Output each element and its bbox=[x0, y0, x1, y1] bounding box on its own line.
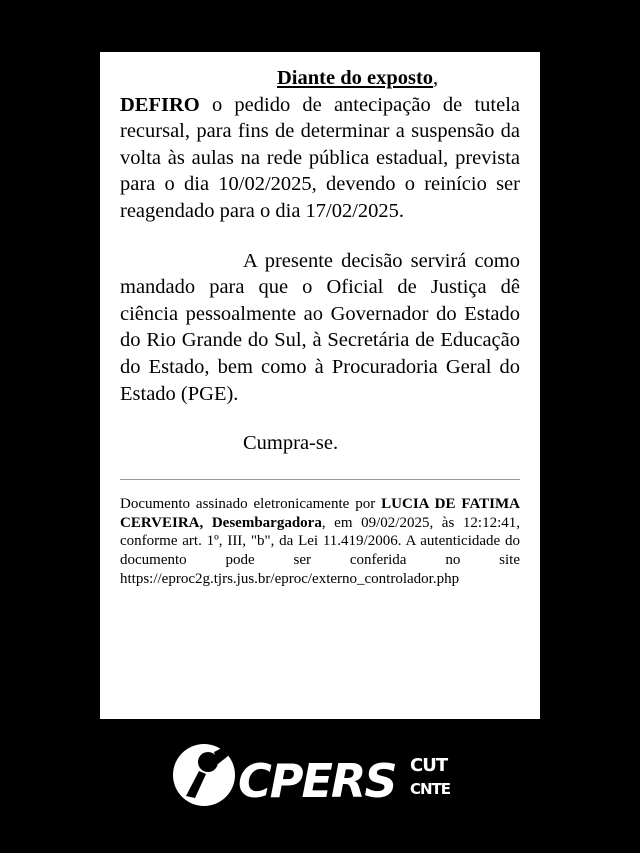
decision-keyword: DEFIRO bbox=[120, 93, 200, 116]
document-page bbox=[100, 52, 540, 719]
closing-phrase: Cumpra-se. bbox=[243, 432, 339, 455]
signer-name: LUCIA DE FATIMA CERVEIRA, Desembargadora bbox=[120, 495, 520, 531]
paragraph-mandate: A presente decisão servirá como mandado para que o Oficial de Justiça dê ciência pessoalmente ao Governador do Estado do Rio Grande do Sul, à Secretária de Educação do Estado, bem como à Procuradoria Geral do Estado (PGE). bbox=[120, 249, 520, 405]
lead-comma: , bbox=[433, 67, 439, 89]
logo-badge-cut: CUT bbox=[410, 755, 448, 776]
cpers-logo bbox=[170, 738, 470, 818]
electronic-signature-note bbox=[120, 495, 520, 589]
decision-text: o pedido de antecipação de tutela recursal, para fins de determinar a suspensão da volta às aulas na rede pública estadual, prevista para o dia 10/02/2025, devendo o reinício ser reagendado para o dia 17/02/2025. bbox=[120, 93, 520, 222]
paragraph-decision bbox=[120, 65, 520, 225]
signature-details: , em 09/02/2025, às 12:12:41, conforme art. 1º, III, "b", da Lei 11.419/2006. A autenticidade do documento pode ser conferida no site https://eproc2g.tjrs.jus.br/eproc/externo_controlador.php bbox=[120, 514, 520, 587]
logo-wordmark: CPERS bbox=[238, 754, 396, 808]
logo-badge-cnte: CNTE bbox=[410, 780, 451, 798]
logo-emblem-icon bbox=[173, 744, 235, 806]
lead-phrase: Diante do exposto bbox=[277, 67, 434, 89]
signature-divider bbox=[120, 479, 520, 480]
signature-prefix: Documento assinado eletronicamente por bbox=[120, 495, 382, 512]
